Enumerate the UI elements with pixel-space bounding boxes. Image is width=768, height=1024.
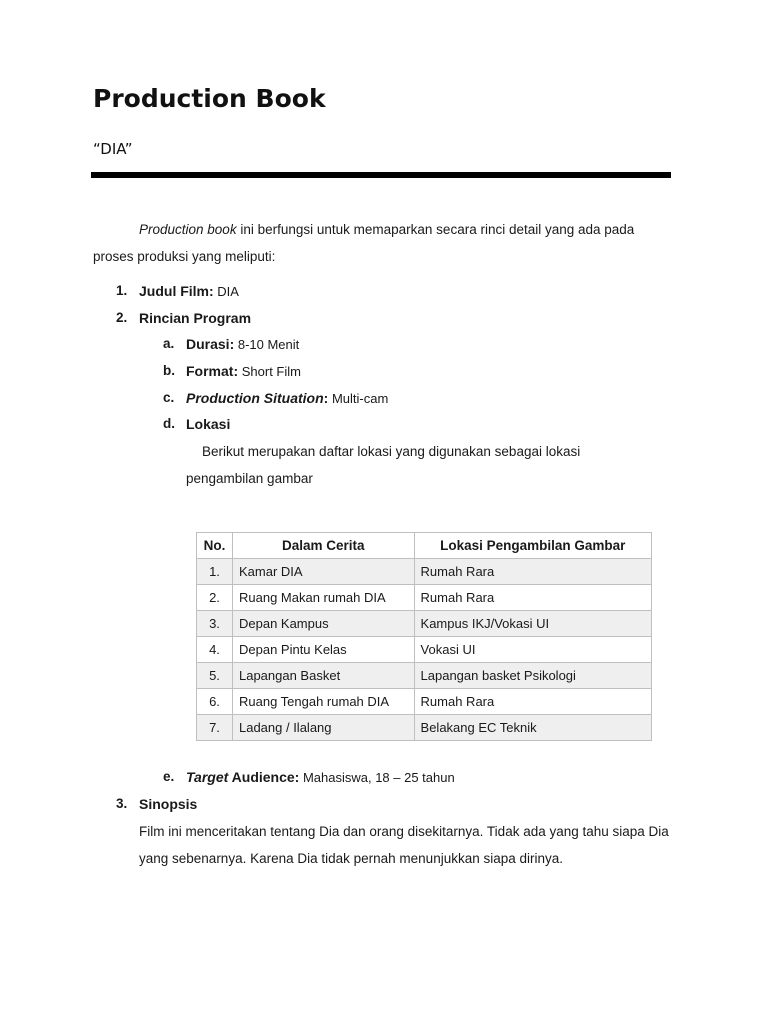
subitem-letter: d. bbox=[163, 416, 175, 431]
cell-no: 7. bbox=[197, 715, 233, 741]
table-row bbox=[197, 689, 652, 715]
subitem-label: Durasi: bbox=[186, 336, 235, 352]
column-header-no: No. bbox=[197, 533, 233, 559]
cell-scene: Ladang / Ilalang bbox=[232, 715, 414, 741]
item-label: Sinopsis bbox=[139, 796, 198, 812]
lokasi-description bbox=[186, 438, 626, 492]
cell-scene: Kamar DIA bbox=[232, 559, 414, 585]
subitem-value: 8-10 Menit bbox=[234, 337, 300, 352]
subitem-label: Lokasi bbox=[186, 416, 231, 432]
cell-no: 2. bbox=[197, 585, 233, 611]
cell-no: 5. bbox=[197, 663, 233, 689]
subitem-value: Short Film bbox=[238, 364, 301, 379]
item-label: Judul Film: bbox=[139, 283, 214, 299]
cell-location: Lapangan basket Psikologi bbox=[414, 663, 651, 689]
table-row bbox=[197, 663, 652, 689]
intro-italic: Production book bbox=[139, 222, 237, 237]
subitem-label: Format: bbox=[186, 363, 239, 379]
page-title: Production Book bbox=[93, 84, 326, 113]
subitem-value: Mahasiswa, 18 – 25 tahun bbox=[299, 770, 455, 785]
subitem-letter: e. bbox=[163, 769, 175, 784]
item-number: 1. bbox=[116, 283, 128, 298]
table-row bbox=[197, 559, 652, 585]
cell-scene: Ruang Tengah rumah DIA bbox=[232, 689, 414, 715]
cell-scene: Depan Kampus bbox=[232, 611, 414, 637]
table-header-row bbox=[197, 533, 652, 559]
column-header-lokasi: Lokasi Pengambilan Gambar bbox=[414, 533, 651, 559]
table-row bbox=[197, 715, 652, 741]
title-divider bbox=[91, 172, 671, 178]
sinopsis-text: Film ini menceritakan tentang Dia dan orang disekitarnya. Tidak ada yang tahu siapa Dia yang sebenarnya. Karena Dia tidak pernah menunjukkan siapa dirinya. bbox=[139, 824, 669, 866]
subitem-letter: b. bbox=[163, 363, 175, 378]
cell-scene: Lapangan Basket bbox=[232, 663, 414, 689]
cell-location: Rumah Rara bbox=[414, 559, 651, 585]
table-row bbox=[197, 611, 652, 637]
cell-location: Kampus IKJ/Vokasi UI bbox=[414, 611, 651, 637]
subitem-label-italic: Production Situation bbox=[186, 390, 324, 406]
cell-location: Rumah Rara bbox=[414, 689, 651, 715]
cell-no: 4. bbox=[197, 637, 233, 663]
item-number: 3. bbox=[116, 796, 128, 811]
cell-no: 6. bbox=[197, 689, 233, 715]
subitem-label-italic: Target bbox=[186, 769, 229, 785]
cell-location: Belakang EC Teknik bbox=[414, 715, 651, 741]
subitem-label-colon: : bbox=[323, 390, 329, 406]
subitem-letter: c. bbox=[163, 390, 175, 405]
cell-no: 3. bbox=[197, 611, 233, 637]
table-row bbox=[197, 585, 652, 611]
subitem-value: Multi-cam bbox=[328, 391, 389, 406]
subitem-label: Audience: bbox=[228, 769, 300, 785]
table-row bbox=[197, 637, 652, 663]
intro-text: ini berfungsi untuk memaparkan secara rinci detail yang ada pada proses produksi yang meliputi: bbox=[93, 222, 635, 264]
lokasi-description-text: Berikut merupakan daftar lokasi yang digunakan sebagai lokasi pengambilan gambar bbox=[186, 444, 581, 486]
item-number: 2. bbox=[116, 310, 128, 325]
item-value: DIA bbox=[213, 284, 239, 299]
intro-paragraph bbox=[93, 216, 668, 270]
item-label: Rincian Program bbox=[139, 310, 252, 326]
location-table bbox=[196, 532, 652, 741]
page-subtitle: “DIA” bbox=[93, 140, 133, 158]
cell-scene: Ruang Makan rumah DIA bbox=[232, 585, 414, 611]
cell-location: Vokasi UI bbox=[414, 637, 651, 663]
cell-no: 1. bbox=[197, 559, 233, 585]
cell-scene: Depan Pintu Kelas bbox=[232, 637, 414, 663]
cell-location: Rumah Rara bbox=[414, 585, 651, 611]
subitem-letter: a. bbox=[163, 336, 175, 351]
column-header-dalam-cerita: Dalam Cerita bbox=[232, 533, 414, 559]
